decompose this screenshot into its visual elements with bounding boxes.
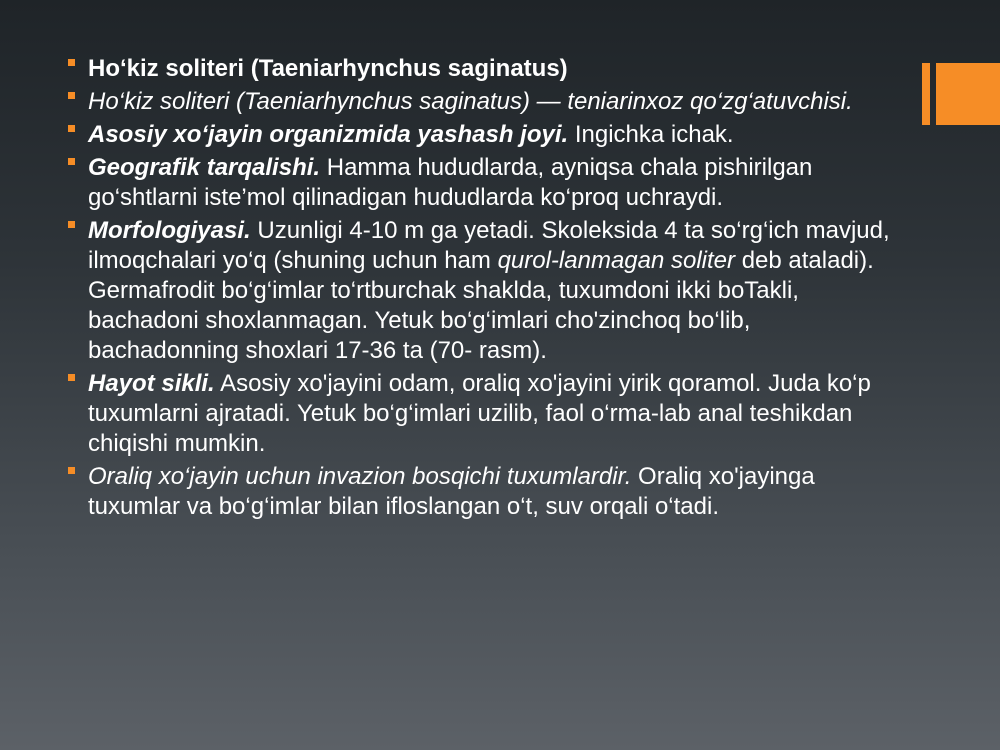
bullet-label: Morfologiyasi. — [88, 217, 251, 244]
square-bullet-icon — [68, 221, 75, 228]
bullet-label: Asosiy xo‘jayin organizmida yashash joyi. — [88, 121, 569, 148]
bullet-item — [68, 216, 898, 366]
bullet-label: Hayot sikli. — [88, 370, 215, 397]
square-bullet-icon — [68, 125, 75, 132]
bullet-item — [68, 462, 898, 522]
accent-bar-thin — [922, 63, 930, 125]
square-bullet-icon — [68, 158, 75, 165]
bullet-italic-text: qurol-lanmagan soliter — [497, 247, 736, 274]
slide-content — [68, 54, 898, 525]
bullet-text: Uzunligi 4-10 m ga yetadi. Skoleksida 4 ta so‘rg‘ich mavjud, ilmoqchalari yo‘q (shuning uchun ham — [88, 217, 890, 274]
bullet-text: deb ataladi). Germafrodit bo‘g‘imlar to‘rtburchak shaklda, tuxumdoni ikki boTakli, bachadoni shoxlanmagan. Yetuk bo‘g‘imlari cho'zinchoq bo‘lib, bachadonning shoxlari 17-36 ta (70- rasm). — [88, 247, 874, 364]
bullet-text: Hamma hududlarda, ayniqsa chala pishirilgan go‘shtlarni iste’mol qilinadigan hududlarda ko‘proq uchraydi. — [88, 154, 813, 211]
bullet-text: Ho‘kiz soliteri (Taeniarhynchus saginatus) — teniarinxoz qo‘zg‘atuvchisi. — [88, 88, 853, 115]
square-bullet-icon — [68, 467, 75, 474]
bullet-label: Oraliq xo‘jayin uchun invazion bosqichi tuxumlardir. — [88, 463, 632, 490]
bullet-item — [68, 369, 898, 459]
bullet-item — [68, 87, 898, 117]
bullet-text: Oraliq xo'jayinga tuxumlar va bo‘g‘imlar bilan ifloslangan o‘t, suv orqali o‘tadi. — [88, 463, 815, 520]
bullet-text: Asosiy xo'jayini odam, oraliq xo'jayini yirik qoramol. Juda ko‘p tuxumlarni ajratadi. Yetuk bo‘g‘imlari uzilib, faol o‘rma-lab anal teshikdan chiqishi mumkin. — [88, 370, 871, 457]
bullet-item — [68, 153, 898, 213]
bullet-label: Geografik tarqalishi. — [88, 154, 321, 181]
bullet-title: Ho‘kiz soliteri (Taeniarhynchus saginatus) — [88, 55, 568, 82]
bullet-text: Ingichka ichak. — [568, 121, 734, 148]
square-bullet-icon — [68, 92, 75, 99]
accent-bar-block — [936, 63, 1000, 125]
square-bullet-icon — [68, 59, 75, 66]
bullet-item — [68, 120, 898, 150]
bullet-item — [68, 54, 898, 84]
square-bullet-icon — [68, 374, 75, 381]
